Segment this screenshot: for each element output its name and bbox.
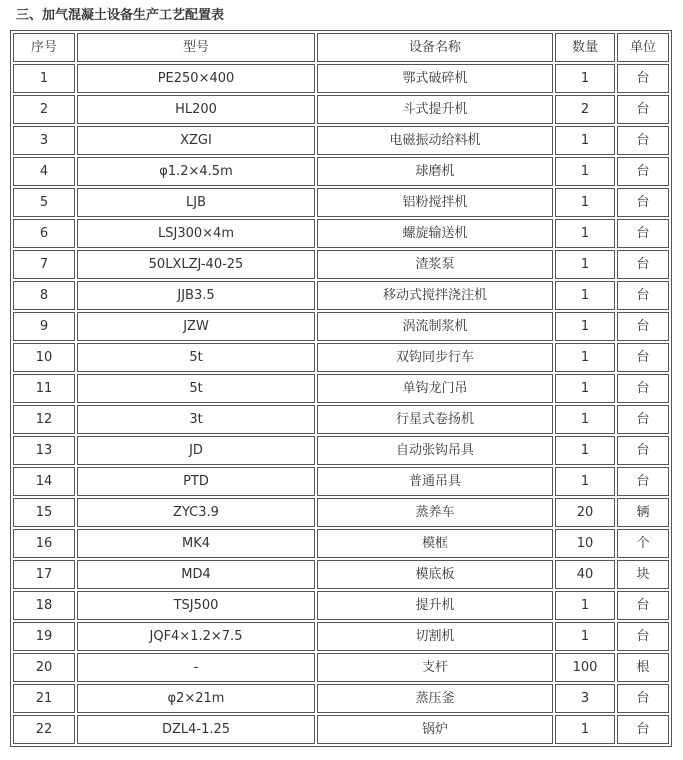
table-row [13, 653, 669, 682]
cell-quantity: 100 [555, 653, 615, 682]
cell-unit: 台 [617, 157, 669, 186]
cell-model: MK4 [77, 529, 315, 558]
cell-equipment-name: 模底板 [317, 560, 553, 589]
cell-quantity: 1 [555, 281, 615, 310]
cell-unit: 台 [617, 343, 669, 372]
cell-model: LJB [77, 188, 315, 217]
cell-index: 7 [13, 250, 75, 279]
table-row [13, 467, 669, 496]
table-row [13, 436, 669, 465]
cell-quantity: 1 [555, 622, 615, 651]
cell-quantity: 1 [555, 374, 615, 403]
cell-quantity: 1 [555, 219, 615, 248]
cell-quantity: 1 [555, 188, 615, 217]
table-row [13, 188, 669, 217]
cell-unit: 台 [617, 684, 669, 713]
cell-equipment-name: 移动式搅拌浇注机 [317, 281, 553, 310]
table-row [13, 250, 669, 279]
cell-quantity: 1 [555, 312, 615, 341]
header-index: 序号 [13, 33, 75, 62]
table-row [13, 684, 669, 713]
cell-quantity: 1 [555, 126, 615, 155]
cell-equipment-name: 普通吊具 [317, 467, 553, 496]
equipment-config-table [10, 30, 672, 747]
header-equipment-name: 设备名称 [317, 33, 553, 62]
cell-index: 15 [13, 498, 75, 527]
table-row [13, 64, 669, 93]
cell-index: 10 [13, 343, 75, 372]
cell-equipment-name: 提升机 [317, 591, 553, 620]
cell-model: LSJ300×4m [77, 219, 315, 248]
cell-model: JD [77, 436, 315, 465]
cell-unit: 台 [617, 126, 669, 155]
cell-index: 3 [13, 126, 75, 155]
table-row [13, 157, 669, 186]
cell-model: 50LXLZJ-40-25 [77, 250, 315, 279]
cell-equipment-name: 斗式提升机 [317, 95, 553, 124]
cell-index: 20 [13, 653, 75, 682]
cell-model: PTD [77, 467, 315, 496]
cell-model: JZW [77, 312, 315, 341]
cell-equipment-name: 螺旋输送机 [317, 219, 553, 248]
cell-index: 13 [13, 436, 75, 465]
table-row [13, 374, 669, 403]
cell-model: JQF4×1.2×7.5 [77, 622, 315, 651]
cell-equipment-name: 球磨机 [317, 157, 553, 186]
cell-equipment-name: 行星式卷扬机 [317, 405, 553, 434]
table-row [13, 405, 669, 434]
cell-equipment-name: 蒸养车 [317, 498, 553, 527]
cell-equipment-name: 涡流制浆机 [317, 312, 553, 341]
cell-index: 21 [13, 684, 75, 713]
cell-equipment-name: 单钩龙门吊 [317, 374, 553, 403]
cell-quantity: 40 [555, 560, 615, 589]
cell-quantity: 1 [555, 591, 615, 620]
cell-unit: 台 [617, 405, 669, 434]
table-row [13, 591, 669, 620]
cell-equipment-name: 模框 [317, 529, 553, 558]
cell-unit: 台 [617, 312, 669, 341]
table-row [13, 529, 669, 558]
cell-quantity: 1 [555, 250, 615, 279]
table-row [13, 622, 669, 651]
cell-model: 5t [77, 374, 315, 403]
cell-index: 2 [13, 95, 75, 124]
cell-unit: 台 [617, 281, 669, 310]
cell-model: 3t [77, 405, 315, 434]
cell-model: JJB3.5 [77, 281, 315, 310]
cell-model: XZGI [77, 126, 315, 155]
cell-model: PE250×400 [77, 64, 315, 93]
cell-unit: 台 [617, 64, 669, 93]
cell-unit: 台 [617, 591, 669, 620]
header-model: 型号 [77, 33, 315, 62]
cell-quantity: 1 [555, 436, 615, 465]
cell-quantity: 1 [555, 64, 615, 93]
header-unit: 单位 [617, 33, 669, 62]
cell-model: HL200 [77, 95, 315, 124]
table-row [13, 281, 669, 310]
cell-unit: 根 [617, 653, 669, 682]
cell-unit: 台 [617, 715, 669, 744]
cell-index: 1 [13, 64, 75, 93]
cell-quantity: 2 [555, 95, 615, 124]
cell-index: 16 [13, 529, 75, 558]
table-row [13, 498, 669, 527]
cell-unit: 台 [617, 467, 669, 496]
cell-unit: 台 [617, 219, 669, 248]
cell-index: 18 [13, 591, 75, 620]
cell-index: 4 [13, 157, 75, 186]
cell-unit: 台 [617, 622, 669, 651]
cell-equipment-name: 双钩同步行车 [317, 343, 553, 372]
cell-equipment-name: 鄂式破碎机 [317, 64, 553, 93]
cell-model: TSJ500 [77, 591, 315, 620]
cell-index: 19 [13, 622, 75, 651]
cell-equipment-name: 锅炉 [317, 715, 553, 744]
cell-unit: 块 [617, 560, 669, 589]
cell-unit: 辆 [617, 498, 669, 527]
cell-quantity: 1 [555, 405, 615, 434]
cell-index: 12 [13, 405, 75, 434]
table-body [13, 64, 669, 744]
cell-index: 22 [13, 715, 75, 744]
cell-quantity: 1 [555, 343, 615, 372]
cell-model: MD4 [77, 560, 315, 589]
cell-equipment-name: 自动张钩吊具 [317, 436, 553, 465]
cell-quantity: 1 [555, 157, 615, 186]
cell-model: - [77, 653, 315, 682]
table-header-row [13, 33, 669, 62]
cell-index: 8 [13, 281, 75, 310]
table-row [13, 312, 669, 341]
cell-model: φ1.2×4.5m [77, 157, 315, 186]
cell-quantity: 1 [555, 467, 615, 496]
cell-model: 5t [77, 343, 315, 372]
table-row [13, 560, 669, 589]
cell-unit: 台 [617, 188, 669, 217]
cell-model: φ2×21m [77, 684, 315, 713]
cell-equipment-name: 蒸压釜 [317, 684, 553, 713]
table-row [13, 219, 669, 248]
cell-unit: 台 [617, 436, 669, 465]
cell-index: 9 [13, 312, 75, 341]
cell-unit: 台 [617, 95, 669, 124]
cell-equipment-name: 电磁振动给料机 [317, 126, 553, 155]
cell-equipment-name: 渣浆泵 [317, 250, 553, 279]
cell-index: 6 [13, 219, 75, 248]
table-row [13, 715, 669, 744]
table-row [13, 95, 669, 124]
cell-unit: 台 [617, 250, 669, 279]
cell-equipment-name: 支杆 [317, 653, 553, 682]
cell-quantity: 1 [555, 715, 615, 744]
cell-model: ZYC3.9 [77, 498, 315, 527]
cell-quantity: 20 [555, 498, 615, 527]
header-quantity: 数量 [555, 33, 615, 62]
cell-index: 17 [13, 560, 75, 589]
table-title: 三、加气混凝土设备生产工艺配置表 [16, 8, 225, 23]
cell-equipment-name: 切割机 [317, 622, 553, 651]
cell-equipment-name: 铝粉搅拌机 [317, 188, 553, 217]
cell-index: 5 [13, 188, 75, 217]
cell-index: 14 [13, 467, 75, 496]
cell-index: 11 [13, 374, 75, 403]
cell-quantity: 10 [555, 529, 615, 558]
cell-model: DZL4-1.25 [77, 715, 315, 744]
cell-quantity: 3 [555, 684, 615, 713]
table-row [13, 126, 669, 155]
cell-unit: 台 [617, 374, 669, 403]
cell-unit: 个 [617, 529, 669, 558]
table-row [13, 343, 669, 372]
